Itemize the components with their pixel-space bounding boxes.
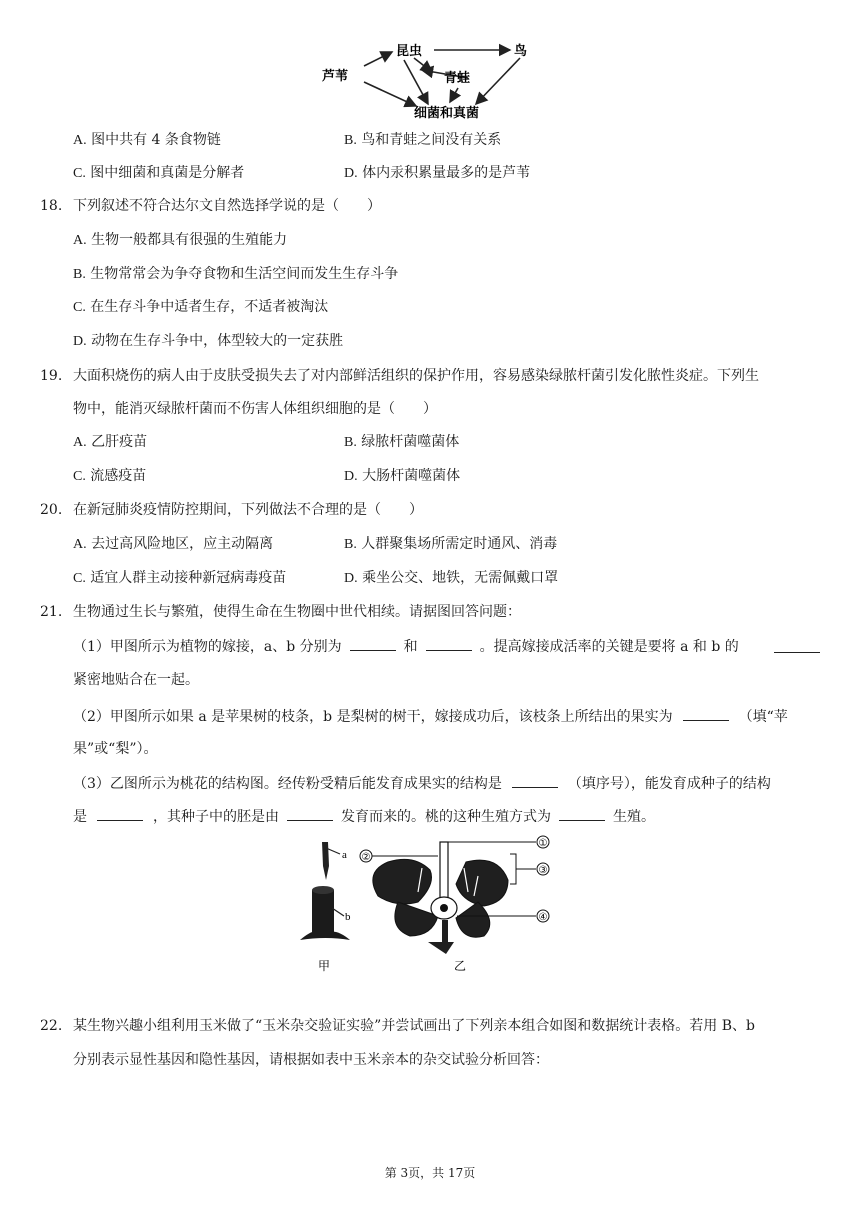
q17-option-a-text: 图中共有 4 条食物链 <box>91 132 221 148</box>
q18-option-c-text: 在生存斗争中适者生存，不适者被淘汰 <box>90 299 329 315</box>
q18-option-b-text: 生物常常会为争夺食物和生活空间而发生生存斗争 <box>90 266 399 282</box>
q21-p3-text-f: 生殖。 <box>613 809 655 825</box>
q20-option-b[interactable]: B. 人群聚集场所需定时通风、消毒 <box>344 536 558 552</box>
q17-option-c-text: 图中细菌和真菌是分解者 <box>90 165 245 181</box>
figure-label-jia: 甲 <box>318 959 331 973</box>
q21-number: 21. <box>40 604 63 620</box>
q21-stem: 生物通过生长与繁殖，使得生命在生物圈中世代相续。请据图回答问题： <box>73 604 521 620</box>
q22-line1: 某生物兴趣小组利用玉米做了“玉米杂交验证实验”并尝试画出了下列亲本组合如图和数据统计表格。若用 B、b <box>73 1018 756 1034</box>
label-n3: ③ <box>538 865 548 876</box>
food-web-reed: 芦苇 <box>322 69 349 84</box>
q19-stem-line2: 物中，能消灭绿脓杆菌而不伤害人体组织细胞的是（ ） <box>73 401 437 417</box>
q17-option-a[interactable]: A. 图中共有 4 条食物链 <box>73 132 221 148</box>
q21-part3-line2 <box>73 806 655 827</box>
q21-part2-line2: 果”或“梨”）。 <box>73 741 158 757</box>
label-b: b <box>345 911 351 923</box>
answer-blank[interactable] <box>559 806 605 821</box>
q18-option-a-text: 生物一般都具有很强的生殖能力 <box>91 232 288 248</box>
answer-blank[interactable] <box>683 706 729 721</box>
q21-p3-text-d: ，其种子中的胚是由 <box>153 809 279 825</box>
q19-option-b-text: 绿脓杆菌噬菌体 <box>361 434 460 450</box>
q19-option-a-text: 乙肝疫苗 <box>91 434 148 450</box>
q20-stem: 在新冠肺炎疫情防控期间，下列做法不合理的是（ ） <box>73 502 423 518</box>
q21-p2-text-a: （2）甲图所示如果 a 是苹果树的枝条，b 是梨树的树干，嫁接成功后，该枝条上所结出的果实为 <box>73 709 673 725</box>
q21-p1-text-b: 和 <box>403 639 418 655</box>
q20-option-d-text: 乘坐公交、地铁，无需佩戴口罩 <box>362 570 559 586</box>
q17-option-b-text: 鸟和青蛙之间没有关系 <box>361 132 502 148</box>
food-web-bird: 鸟 <box>514 44 528 59</box>
food-web-arrows <box>364 50 520 106</box>
food-web-decomposers: 细菌和真菌 <box>414 106 480 121</box>
q20-option-d[interactable]: D. 乘坐公交、地铁，无需佩戴口罩 <box>344 570 559 586</box>
q21-part2-line1 <box>73 706 788 727</box>
q17-option-d[interactable]: D. 体内汞积累量最多的是芦苇 <box>344 165 531 181</box>
label-n2: ② <box>361 852 371 863</box>
q18-option-d-text: 动物在生存斗争中，体型较大的一定获胜 <box>91 333 344 349</box>
q19-option-d[interactable]: D. 大肠杆菌噬菌体 <box>344 468 461 484</box>
q21-p1-text-c: 。提高嫁接成活率的关键是要将 a 和 b 的 <box>479 639 739 655</box>
q19-option-b[interactable]: B. 绿脓杆菌噬菌体 <box>344 434 460 450</box>
answer-blank[interactable] <box>350 636 396 651</box>
label-n1: ① <box>538 838 548 849</box>
food-web-insect: 昆虫 <box>396 44 423 59</box>
q21-p3-text-c: 是 <box>73 809 87 825</box>
q18-option-d[interactable]: D. 动物在生存斗争中，体型较大的一定获胜 <box>73 333 344 349</box>
q20-number: 20. <box>40 502 63 518</box>
q18-stem: 下列叙述不符合达尔文自然选择学说的是（ ） <box>73 198 381 214</box>
q17-option-c[interactable]: C. 图中细菌和真菌是分解者 <box>73 165 245 181</box>
answer-blank[interactable] <box>774 638 820 653</box>
figure-label-yi: 乙 <box>454 959 467 973</box>
q19-option-c-text: 流感疫苗 <box>90 468 147 484</box>
peach-flower-figure <box>358 832 558 978</box>
label-a: a <box>342 849 347 861</box>
q20-option-a-text: 去过高风险地区，应主动隔离 <box>91 536 274 552</box>
q18-option-b[interactable]: B. 生物常常会为争夺食物和生活空间而发生生存斗争 <box>73 266 399 282</box>
stock-shape <box>312 890 334 934</box>
answer-blank[interactable] <box>512 773 558 788</box>
q17-option-d-text: 体内汞积累量最多的是芦苇 <box>362 165 531 181</box>
label-n4: ④ <box>538 912 548 923</box>
q19-number: 19. <box>40 368 63 384</box>
q21-p3-text-a: （3）乙图所示为桃花的结构图。经传粉受精后能发育成果实的结构是 <box>73 776 502 792</box>
q20-option-a[interactable]: A. 去过高风险地区，应主动隔离 <box>73 536 274 552</box>
food-web-diagram <box>320 36 550 122</box>
q21-part1-line2: 紧密地贴合在一起。 <box>73 672 199 688</box>
answer-blank[interactable] <box>426 636 472 651</box>
q18-option-a[interactable]: A. 生物一般都具有很强的生殖能力 <box>73 232 288 248</box>
q21-p2-text-b: （填“苹 <box>738 709 788 725</box>
q17-option-b[interactable]: B. 鸟和青蛙之间没有关系 <box>344 132 502 148</box>
answer-blank[interactable] <box>97 806 143 821</box>
q22-number: 22. <box>40 1018 63 1034</box>
answer-blank[interactable] <box>287 806 333 821</box>
q21-part1-line1 <box>73 636 739 657</box>
q19-stem-line1: 大面积烧伤的病人由于皮肤受损失去了对内部鲜活组织的保护作用，容易感染绿脓杆菌引发化脓性炎症。下列生 <box>73 368 759 384</box>
scion-shape <box>322 842 329 880</box>
q19-option-a[interactable]: A. 乙肝疫苗 <box>73 434 148 450</box>
page-footer: 第 3页，共 17页 <box>384 1166 476 1180</box>
q21-p3-text-e: 发育而来的。桃的这种生殖方式为 <box>341 809 551 825</box>
food-web-frog: 青蛙 <box>444 71 471 86</box>
q19-option-d-text: 大肠杆菌噬菌体 <box>362 468 461 484</box>
q21-p3-text-b: （填序号），能发育成种子的结构 <box>567 776 771 792</box>
q21-part3-line1 <box>73 773 771 794</box>
q18-number: 18. <box>40 198 63 214</box>
q20-option-c[interactable]: C. 适宜人群主动接种新冠病毒疫苗 <box>73 570 287 586</box>
q22-line2: 分别表示显性基因和隐性基因，请根据如表中玉米亲本的杂交试验分析回答： <box>73 1052 549 1068</box>
q21-p1-text-a: （1）甲图所示为植物的嫁接，a、b 分别为 <box>73 639 342 655</box>
q19-option-c[interactable]: C. 流感疫苗 <box>73 468 147 484</box>
q20-option-b-text: 人群聚集场所需定时通风、消毒 <box>361 536 558 552</box>
q18-option-c[interactable]: C. 在生存斗争中适者生存，不适者被淘汰 <box>73 299 329 315</box>
q20-option-c-text: 适宜人群主动接种新冠病毒疫苗 <box>90 570 287 586</box>
